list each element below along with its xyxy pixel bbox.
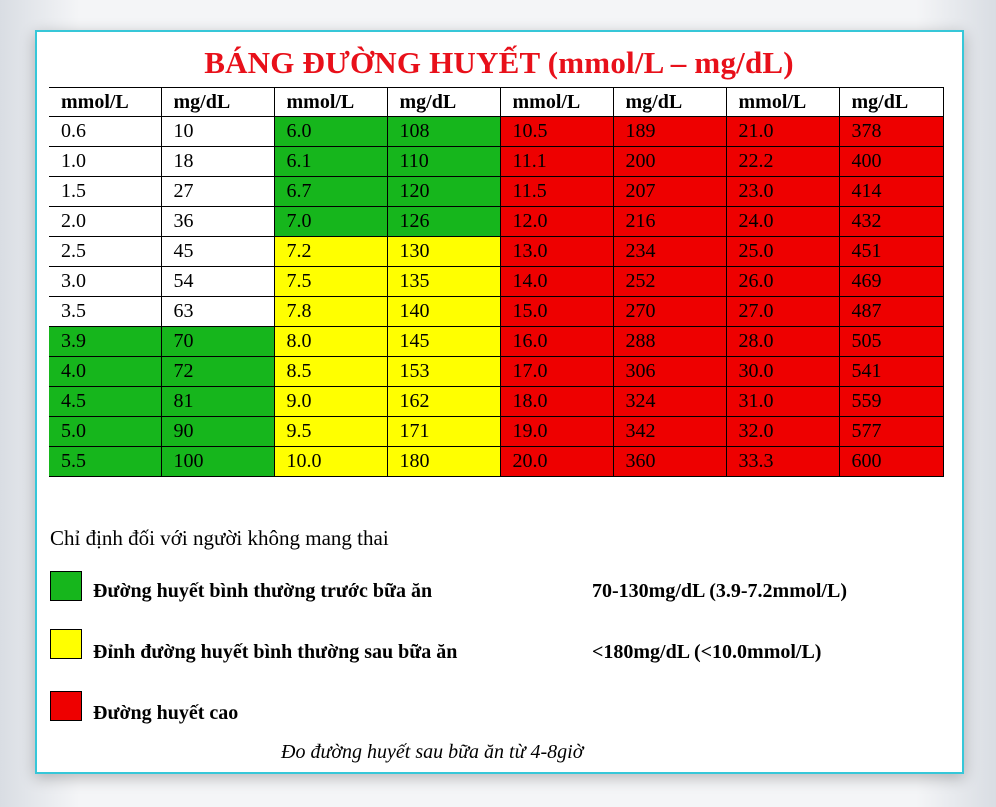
header-cell: mmol/L <box>500 88 613 117</box>
table-cell: 288 <box>613 327 726 357</box>
table-row <box>49 177 943 207</box>
table-cell: 600 <box>839 447 943 477</box>
table-cell: 12.0 <box>500 207 613 237</box>
table-cell: 0.6 <box>49 117 161 147</box>
table-cell: 162 <box>387 387 500 417</box>
header-cell: mg/dL <box>613 88 726 117</box>
table-cell: 1.0 <box>49 147 161 177</box>
header-cell: mmol/L <box>49 88 161 117</box>
table-cell: 31.0 <box>726 387 839 417</box>
table-cell: 13.0 <box>500 237 613 267</box>
table-row <box>49 267 943 297</box>
table-cell: 16.0 <box>500 327 613 357</box>
table-row <box>49 357 943 387</box>
table-cell: 7.8 <box>274 297 387 327</box>
legend-swatch-yellow <box>50 629 82 659</box>
table-cell: 180 <box>387 447 500 477</box>
table-row <box>49 417 943 447</box>
table-cell: 11.1 <box>500 147 613 177</box>
table-cell: 54 <box>161 267 274 297</box>
table-cell: 120 <box>387 177 500 207</box>
table-cell: 8.5 <box>274 357 387 387</box>
table-cell: 3.5 <box>49 297 161 327</box>
table-cell: 6.1 <box>274 147 387 177</box>
table-cell: 20.0 <box>500 447 613 477</box>
table-cell: 200 <box>613 147 726 177</box>
table-cell: 23.0 <box>726 177 839 207</box>
table-row <box>49 237 943 267</box>
table-cell: 22.2 <box>726 147 839 177</box>
table-cell: 414 <box>839 177 943 207</box>
table-cell: 24.0 <box>726 207 839 237</box>
table-cell: 70 <box>161 327 274 357</box>
table-cell: 3.0 <box>49 267 161 297</box>
table-cell: 108 <box>387 117 500 147</box>
table-cell: 216 <box>613 207 726 237</box>
table-cell: 28.0 <box>726 327 839 357</box>
table-cell: 140 <box>387 297 500 327</box>
table-cell: 100 <box>161 447 274 477</box>
table-cell: 45 <box>161 237 274 267</box>
table-cell: 4.5 <box>49 387 161 417</box>
table-cell: 10 <box>161 117 274 147</box>
table-cell: 171 <box>387 417 500 447</box>
table-cell: 342 <box>613 417 726 447</box>
table-row <box>49 447 943 477</box>
table-cell: 5.5 <box>49 447 161 477</box>
table-cell: 2.5 <box>49 237 161 267</box>
table-row <box>49 147 943 177</box>
table-cell: 252 <box>613 267 726 297</box>
table-cell: 559 <box>839 387 943 417</box>
table-cell: 19.0 <box>500 417 613 447</box>
table-cell: 27.0 <box>726 297 839 327</box>
table-cell: 27 <box>161 177 274 207</box>
table-cell: 90 <box>161 417 274 447</box>
table-cell: 153 <box>387 357 500 387</box>
table-cell: 306 <box>613 357 726 387</box>
table-cell: 72 <box>161 357 274 387</box>
table-cell: 207 <box>613 177 726 207</box>
table-cell: 25.0 <box>726 237 839 267</box>
table-cell: 487 <box>839 297 943 327</box>
blood-sugar-table <box>49 87 944 477</box>
header-cell: mg/dL <box>839 88 943 117</box>
table-row <box>49 207 943 237</box>
table-cell: 30.0 <box>726 357 839 387</box>
table-cell: 18.0 <box>500 387 613 417</box>
table-cell: 145 <box>387 327 500 357</box>
table-cell: 6.7 <box>274 177 387 207</box>
table-cell: 1.5 <box>49 177 161 207</box>
legend-label-pre-meal: Đường huyết bình thường trước bữa ăn <box>93 580 433 602</box>
table-cell: 451 <box>839 237 943 267</box>
table-cell: 8.0 <box>274 327 387 357</box>
table-cell: 10.5 <box>500 117 613 147</box>
table-row <box>49 297 943 327</box>
table-cell: 378 <box>839 117 943 147</box>
table-cell: 469 <box>839 267 943 297</box>
table-cell: 4.0 <box>49 357 161 387</box>
table-cell: 26.0 <box>726 267 839 297</box>
chart-title: BÁNG ĐƯỜNG HUYẾT (mmol/L – mg/dL) <box>204 45 794 80</box>
table-cell: 15.0 <box>500 297 613 327</box>
header-cell: mg/dL <box>387 88 500 117</box>
table-cell: 17.0 <box>500 357 613 387</box>
legend-heading: Chỉ định đối với người không mang thai <box>50 526 389 550</box>
table-cell: 234 <box>613 237 726 267</box>
table-cell: 577 <box>839 417 943 447</box>
table-row <box>49 117 943 147</box>
table-cell: 3.9 <box>49 327 161 357</box>
table-cell: 33.3 <box>726 447 839 477</box>
header-cell: mg/dL <box>161 88 274 117</box>
legend-swatch-red <box>50 691 82 721</box>
header-cell: mmol/L <box>726 88 839 117</box>
table-cell: 505 <box>839 327 943 357</box>
table-cell: 432 <box>839 207 943 237</box>
table-cell: 541 <box>839 357 943 387</box>
table-cell: 14.0 <box>500 267 613 297</box>
table-cell: 81 <box>161 387 274 417</box>
table-cell: 6.0 <box>274 117 387 147</box>
table-cell: 63 <box>161 297 274 327</box>
table-cell: 21.0 <box>726 117 839 147</box>
legend-label-post-meal: Đỉnh đường huyết bình thường sau bữa ăn <box>93 641 458 663</box>
legend-swatch-green <box>50 571 82 601</box>
legend-range-post-meal: <180mg/dL (<10.0mmol/L) <box>592 641 822 663</box>
table-cell: 18 <box>161 147 274 177</box>
table-cell: 324 <box>613 387 726 417</box>
table-cell: 5.0 <box>49 417 161 447</box>
table-cell: 9.5 <box>274 417 387 447</box>
table-cell: 11.5 <box>500 177 613 207</box>
table-cell: 7.5 <box>274 267 387 297</box>
table-cell: 36 <box>161 207 274 237</box>
header-cell: mmol/L <box>274 88 387 117</box>
table-cell: 126 <box>387 207 500 237</box>
table-cell: 2.0 <box>49 207 161 237</box>
table-cell: 110 <box>387 147 500 177</box>
legend-range-pre-meal: 70-130mg/dL (3.9-7.2mmol/L) <box>592 580 847 602</box>
legend-label-high: Đường huyết cao <box>93 702 239 724</box>
table-row <box>49 327 943 357</box>
table-cell: 189 <box>613 117 726 147</box>
header-row <box>49 88 943 117</box>
table-row <box>49 387 943 417</box>
table-cell: 7.0 <box>274 207 387 237</box>
table-cell: 32.0 <box>726 417 839 447</box>
table-cell: 9.0 <box>274 387 387 417</box>
table-cell: 360 <box>613 447 726 477</box>
blood-sugar-chart-card <box>35 30 964 774</box>
table-cell: 135 <box>387 267 500 297</box>
table-cell: 270 <box>613 297 726 327</box>
measurement-note: Đo đường huyết sau bữa ăn từ 4-8giờ <box>281 741 584 763</box>
table-cell: 130 <box>387 237 500 267</box>
table-cell: 400 <box>839 147 943 177</box>
table-cell: 7.2 <box>274 237 387 267</box>
table-cell: 10.0 <box>274 447 387 477</box>
